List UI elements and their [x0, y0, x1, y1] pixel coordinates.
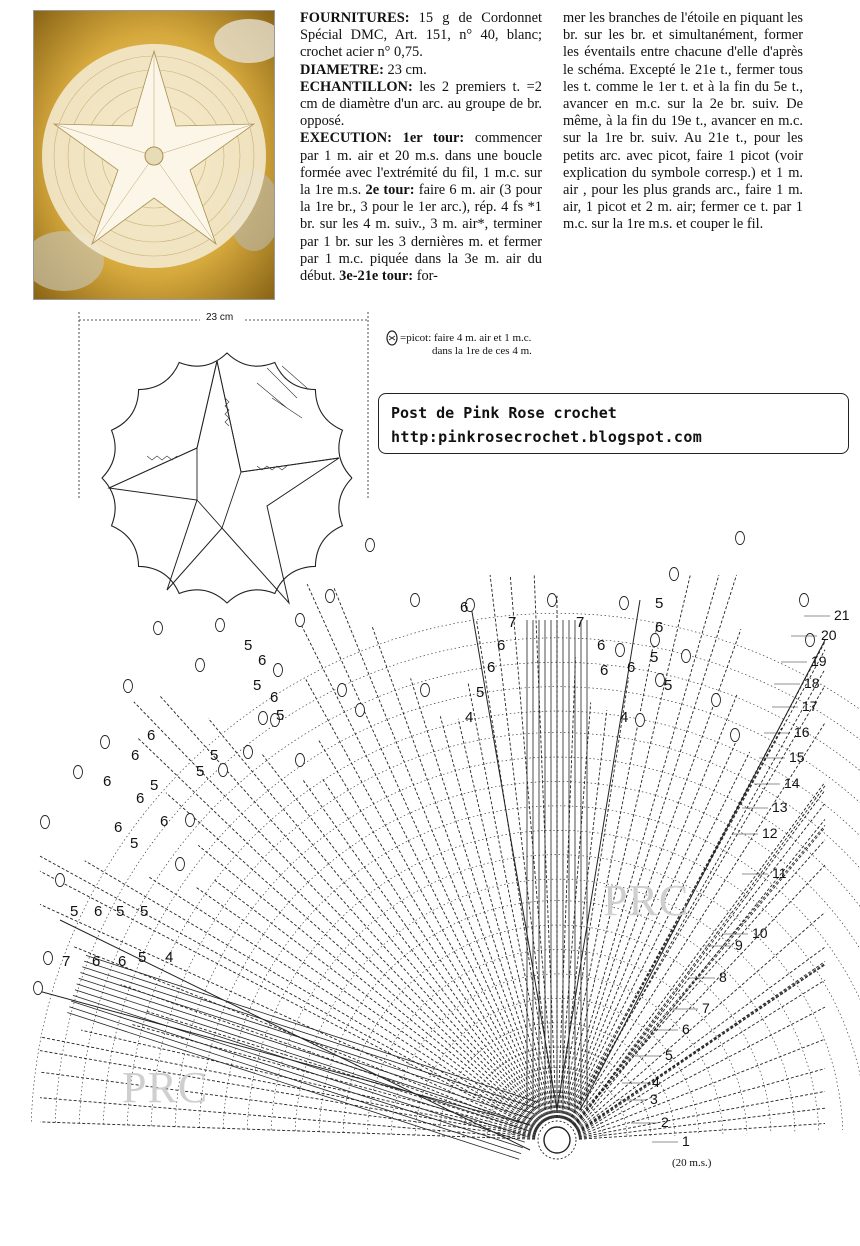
round-label: 8 — [719, 969, 727, 985]
round-label: 11 — [772, 865, 787, 881]
instructions-continued: mer les branches de l'étoile en piquant les br. sur les br. et simultanément, former les éventails entre chacune d'elle d'après le schéma. Excepté le 21e t., fermer tous les t. comme le 1er t. et à la fin du 5e t., avancer en m.c. sur la 2e br. suiv. De même, à la fin du 19e t., avancer en m.c. sur la 1re br. suiv. Au 21e t., pour les petits arc. avec picot, faire 1 picot (voir explication du symbole corresp.) et 1 m. air , pour les plus grands arc., faire 1 m. air, 1 picot et 2 m. air; fermer ce t. par 1 m.c. sur la 1re m.s. et couper le fil. — [563, 10, 803, 233]
stitch-count-number: 6 — [258, 652, 267, 669]
round-label: 5 — [665, 1047, 673, 1063]
stitch-count-number: 6 — [460, 599, 469, 616]
stitch-count-number: 6 — [270, 689, 279, 706]
echantillon-text: les 2 premiers t. =2 cm de diamètre d'un arc. au groupe de br. opposé. — [300, 78, 542, 130]
stitch-count-number: 6 — [597, 637, 606, 654]
stitch-count-number: 5 — [655, 595, 664, 612]
round-label: 9 — [735, 937, 743, 953]
dimension-line — [79, 312, 368, 500]
stitch-count-number: 4 — [620, 709, 629, 726]
fournitures-text: 15 g de Cordonnet Spécial DMC, Art. 151, n° 40, blanc; crochet acier n° 0,75. — [300, 10, 542, 61]
watermark: PRC — [122, 1063, 209, 1112]
picot-legend-line-1: =picot: faire 4 m. air et 1 m.c. — [400, 332, 532, 344]
round-label: 12 — [762, 825, 778, 841]
echantillon-label: ECHANTILLON: — [300, 78, 413, 95]
start-note: (20 m.s.) — [672, 1157, 712, 1169]
execution-text-1: commencer par 1 m. air et 20 m.s. dans une boucle formée avec l'extrémité du fil, 1 m.c. sur la 1re m.s. — [300, 130, 543, 199]
stitch-count-number: 7 — [576, 614, 585, 631]
round-label: 3 — [650, 1091, 658, 1107]
stitch-count-number: 6 — [103, 773, 112, 790]
round-label: 7 — [702, 1000, 710, 1016]
picot-legend-line-2: dans la 1re de ces 4 m. — [432, 345, 532, 357]
stitch-count-number: 5 — [276, 707, 285, 724]
execution-text-2: faire 6 m. air (3 pour la 1re br., 3 pour le 1er arc.), rép. 4 fs *1 br. sur les 4 m. suiv., 3 m. air*, terminer par 1 br. sur les 3 dernières m. et fermer par 1 m.c. piquée dans la 3e m. air du début. — [300, 182, 542, 285]
round-label: 6 — [682, 1021, 690, 1037]
stitch-count-number: 6 — [118, 953, 127, 970]
tour3-label: 3e-21e tour: — [339, 268, 414, 285]
stitch-count-number: 5 — [70, 903, 79, 920]
stitch-count-number: 5 — [253, 677, 262, 694]
stitch-count-number: 5 — [130, 835, 139, 852]
stitch-count-number: 5 — [664, 677, 673, 694]
stitch-count-number: 5 — [244, 637, 253, 654]
round-label: 14 — [784, 775, 800, 791]
stitch-count-number: 4 — [165, 949, 174, 966]
stitch-count-number: 5 — [140, 903, 149, 920]
round-label: 4 — [652, 1074, 660, 1090]
round-label: 19 — [811, 653, 827, 669]
post-credit-title: Post de Pink Rose crochet — [391, 404, 617, 422]
diameter-size-label: 23 cm — [206, 312, 234, 323]
star-schema — [102, 353, 352, 603]
stitch-count-number: 6 — [627, 659, 636, 676]
round-label: 17 — [802, 698, 818, 714]
stitch-count-number: 5 — [476, 684, 485, 701]
round-label: 13 — [772, 799, 788, 815]
diametre-label: DIAMETRE: — [300, 61, 384, 78]
stitch-count-number: 6 — [655, 619, 664, 636]
stitch-count-number: 7 — [508, 614, 517, 631]
stitch-count-number: 6 — [94, 903, 103, 920]
stitch-count-number: 5 — [210, 747, 219, 764]
stitch-count-number: 6 — [114, 819, 123, 836]
round-label: 15 — [789, 749, 805, 765]
post-credit-box — [378, 393, 849, 454]
stitch-count-number: 6 — [136, 790, 145, 807]
center-ring — [538, 1121, 576, 1159]
round-label: 21 — [834, 607, 850, 623]
stitch-count-number: 6 — [147, 727, 156, 744]
stitch-count-number: 6 — [487, 659, 496, 676]
round-label: 1 — [682, 1133, 690, 1149]
watermark: PRC — [603, 876, 690, 925]
stitch-count-number: 7 — [62, 953, 71, 970]
stitch-count-number: 6 — [131, 747, 140, 764]
stitch-count-number: 6 — [600, 662, 609, 679]
stitch-count-number: 6 — [92, 953, 101, 970]
execution-text-3: for- — [413, 268, 438, 285]
round-label: 2 — [661, 1114, 669, 1130]
stitch-count-number: 6 — [497, 637, 506, 654]
stitch-count-number: 5 — [196, 763, 205, 780]
chart-picots — [34, 532, 815, 995]
round-label: 20 — [821, 627, 837, 643]
stitch-count-number: 5 — [116, 903, 125, 920]
round-label: 18 — [804, 675, 820, 691]
fournitures-label: FOURNITURES: — [300, 10, 410, 26]
stitch-count-number: 4 — [465, 709, 474, 726]
tour2-label: 2e tour: — [365, 182, 415, 199]
picot-symbol-icon — [387, 331, 397, 345]
execution-label: EXECUTION: 1er tour: — [300, 130, 465, 147]
diametre-text: 23 cm. — [383, 61, 427, 78]
post-credit-url[interactable]: http:pinkrosecrochet.blogspot.com — [391, 428, 703, 446]
round-label: 16 — [794, 724, 810, 740]
stitch-count-number: 5 — [650, 649, 659, 666]
stitch-count-number: 6 — [160, 813, 169, 830]
picot-legend — [400, 332, 532, 358]
stitch-count-number: 5 — [138, 949, 147, 966]
round-label: 10 — [752, 925, 768, 941]
stitch-count-number: 5 — [150, 777, 159, 794]
